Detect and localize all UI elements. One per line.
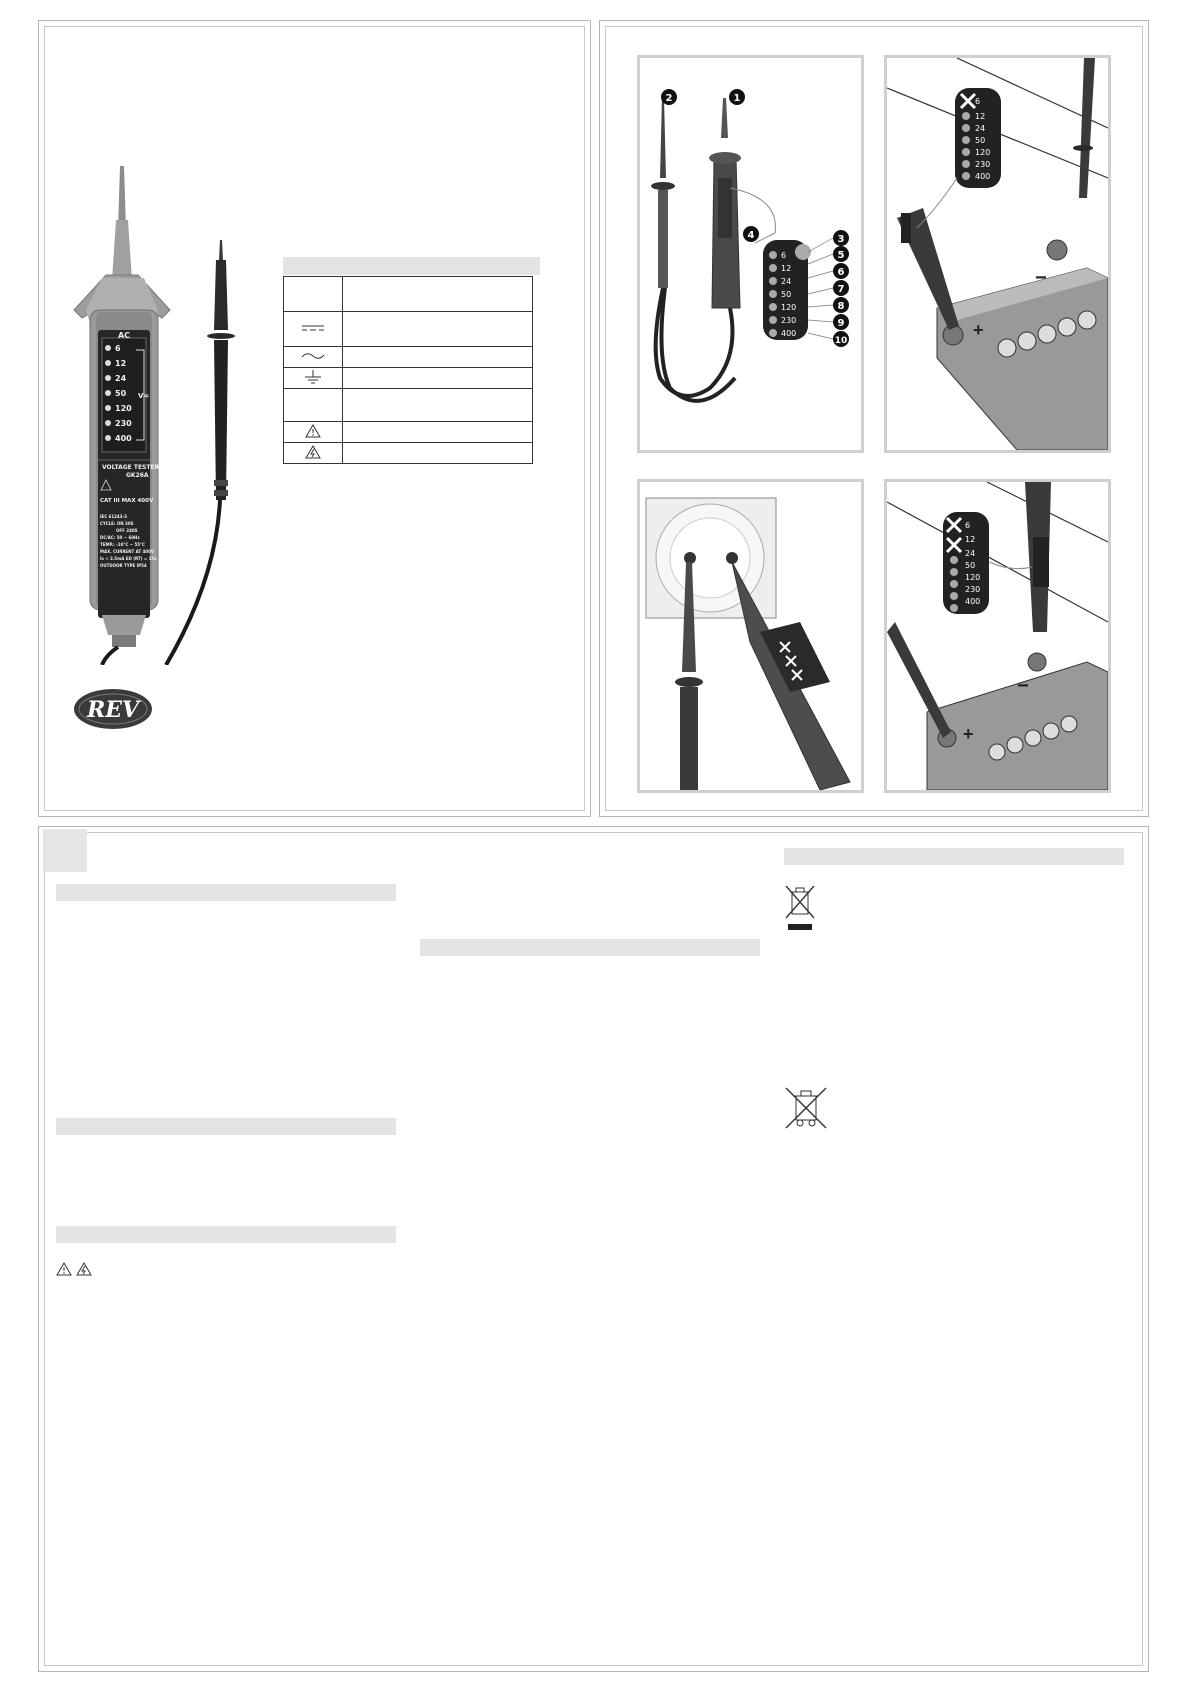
rev-logo-text: REV xyxy=(86,697,140,723)
fig1-v-6: 6 xyxy=(781,251,787,260)
figure-2-panel xyxy=(884,55,1111,453)
section-bar-3 xyxy=(56,1226,396,1243)
fig2-plus: + xyxy=(973,320,984,340)
fig4-v-12: 12 xyxy=(965,535,976,544)
tester-spec-7: OUTDOOR TYPE IP54 xyxy=(100,563,147,568)
symbol-cell-ac xyxy=(284,347,343,368)
tester-v-12: 12 xyxy=(115,359,127,368)
tester-spec-1: CYCLE: ON 30S xyxy=(100,521,134,526)
fig1-v-120: 120 xyxy=(781,303,797,312)
symbol-cell-blank xyxy=(284,277,343,312)
symbols-table xyxy=(283,276,533,464)
tester-rating: CAT III MAX 400V xyxy=(100,498,154,504)
section-bar-4 xyxy=(420,939,760,956)
tester-spec-5: MAX. CURRENT AT 400V xyxy=(100,549,154,554)
tester-v-50: 50 xyxy=(115,389,127,398)
callout-10: 10 xyxy=(834,336,848,346)
tester-v-24: 24 xyxy=(115,374,127,383)
fig1-v-24: 24 xyxy=(781,277,792,286)
fig2-v-120: 120 xyxy=(975,148,991,157)
tester-v-230: 230 xyxy=(115,419,132,428)
fig4-v-24: 24 xyxy=(965,549,976,558)
symbol-cell-dc xyxy=(284,312,343,347)
symbol-cell-blank-2 xyxy=(284,389,343,422)
tester-spec-4: TEMP.: -10°C ~ 55°C xyxy=(100,542,145,547)
ac-label: AC xyxy=(117,331,131,340)
tester-spec-2: OFF 240S xyxy=(116,528,138,533)
symbols-table-header-bar xyxy=(283,257,540,275)
tester-side-label: V≂ xyxy=(138,392,150,400)
fig2-v-12: 12 xyxy=(975,112,986,121)
fig1-v-12: 12 xyxy=(781,264,792,273)
tester-spec-0: IEC 61243-3 xyxy=(100,514,127,519)
tester-v-6: 6 xyxy=(115,344,121,353)
fig1-v-230: 230 xyxy=(781,316,797,325)
symbol-cell-high-voltage xyxy=(284,443,343,464)
callout-4: 4 xyxy=(747,230,755,241)
fig4-plus: + xyxy=(963,724,974,744)
figure-2-drawing xyxy=(887,58,1108,450)
callout-6: 6 xyxy=(837,267,845,278)
fig2-v-50: 50 xyxy=(975,136,986,145)
high-voltage-icon xyxy=(76,1262,92,1276)
callout-2: 2 xyxy=(665,93,673,104)
tester-spec-6: Is < 3.5mA ED (RT) = 15s xyxy=(100,556,157,561)
voltage-tester-illustration xyxy=(66,160,266,665)
fig4-v-400: 400 xyxy=(965,597,981,606)
fig4-v-6: 6 xyxy=(965,521,971,530)
callout-7: 7 xyxy=(837,284,845,295)
fig2-v-6: 6 xyxy=(975,97,981,106)
callout-5: 5 xyxy=(837,250,845,261)
tester-model-title: VOLTAGE TESTER xyxy=(102,464,160,471)
high-voltage-icon xyxy=(305,445,321,459)
section-bar-2 xyxy=(56,1118,396,1135)
section-bar-1 xyxy=(56,884,396,901)
tester-spec-3: DC/AC: 50 ~ 60Hz xyxy=(100,535,140,540)
fig2-v-400: 400 xyxy=(975,172,991,181)
language-tab-box xyxy=(43,829,87,872)
fig4-v-50: 50 xyxy=(965,561,976,570)
section-bar-5 xyxy=(784,848,1124,865)
fig4-v-230: 230 xyxy=(965,585,981,594)
fig2-v-24: 24 xyxy=(975,124,986,133)
callout-9: 9 xyxy=(837,318,845,329)
figure-4-panel xyxy=(884,479,1111,793)
battery-bin-icon xyxy=(784,1086,828,1130)
page-bottom-inner-frame xyxy=(44,832,1143,1666)
callout-3: 3 xyxy=(837,234,845,245)
symbol-cell-ground xyxy=(284,368,343,389)
tester-v-120: 120 xyxy=(115,404,132,413)
ac-icon xyxy=(301,351,325,361)
tester-model-code: GK26A xyxy=(126,472,149,479)
fig4-v-120: 120 xyxy=(965,573,981,582)
fig4-minus: − xyxy=(1017,675,1029,697)
figure-1-panel xyxy=(637,55,864,453)
dc-icon xyxy=(301,324,325,332)
fig1-v-400: 400 xyxy=(781,329,797,338)
fig2-v-230: 230 xyxy=(975,160,991,169)
fig1-v-50: 50 xyxy=(781,290,792,299)
fig2-minus: − xyxy=(1035,267,1047,289)
tester-v-400: 400 xyxy=(115,434,132,443)
rev-logo xyxy=(73,688,153,730)
figure-1-drawing xyxy=(640,58,861,450)
figure-3-panel xyxy=(637,479,864,793)
figure-4-drawing xyxy=(887,482,1108,790)
warning-icon xyxy=(305,424,321,438)
ground-icon xyxy=(303,369,323,385)
weee-bin-icon xyxy=(784,884,816,934)
figure-3-drawing xyxy=(640,482,861,790)
warning-icon xyxy=(56,1262,72,1276)
callout-1: 1 xyxy=(733,93,741,104)
symbol-cell-warning xyxy=(284,422,343,443)
callout-8: 8 xyxy=(837,301,845,312)
